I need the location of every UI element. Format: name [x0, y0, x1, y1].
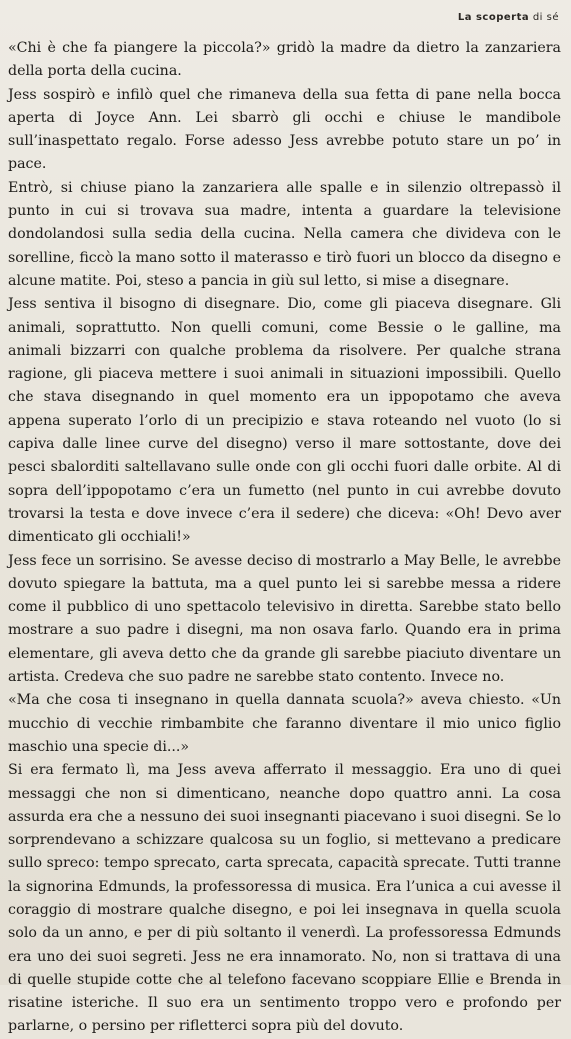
body-text: [8, 37, 561, 1039]
paragraph-2: Jess sospirò e infilò quel che rimaneva della sua fetta di pane nella bocca aperta di Joyce Ann. Lei sbarrò gli occhi e chiuse le mandibole sull’inaspettato regalo. Forse adesso Jess avrebbe potuto stare un po’ in pace.: [8, 86, 561, 173]
running-title-bold: La scoperta: [457, 12, 530, 23]
running-title-rest: di sé: [529, 12, 559, 23]
paragraph-4: Jess sentiva il bisogno di disegnare. Dio, come gli piaceva disegnare. Gli animali, soprattutto. Non quelli comuni, come Bessie o le galline, ma animali bizzarri con qualche problema da risolvere. Per qualche strana ragione, gli piaceva mettere i suoi animali in situazioni impossibili. Quello che stava disegnando in quel momento era un ippopotamo che aveva appena superato l’orlo di un precipizio e stava roteando nel vuoto (lo si capiva dalle linee curve del disegno) verso il mare sottostante, dove dei pesci sbalorditi saltellavano sulle onde con gli occhi fuori dalle orbite. Al di sopra dell’ippopotamo c’era un fumetto (nel punto in cui avrebbe dovuto trovarsi la testa e dove invece c’era il sedere) che diceva: «Oh! Devo aver dimenticato gli occhiali!»: [8, 296, 561, 546]
paragraph-7: Si era fermato lì, ma Jess aveva afferrato il messaggio. Era uno di quei messaggi che non si dimenticano, neanche dopo quattro anni. La cosa assurda era che a nessuno dei suoi insegnanti piacevano i suoi disegni. Se lo sorprendevano a schizzare qualcosa su un foglio, si mettevano a predicare sullo spreco: tempo sprecato, carta sprecata, capacità sprecate. Tutti tranne la signorina Edmunds, la professoressa di musica. Era l’unica a cui avesse il coraggio di mostrare qualche disegno, e poi lei insegnava in quella scuola solo da un anno, e per di più soltanto il venerdì. La professoressa Edmunds era uno dei suoi segreti. Jess ne era innamorato. No, non si trattava di una di quelle stupide cotte che al telefono facevano scoppiare Ellie e Brenda in risatine isteriche. Il suo era un sentimento troppo vero e profondo per parlarne, o persino per rifletterci sopra più del dovuto.: [8, 762, 561, 1035]
paragraph-3: Entrò, si chiuse piano la zanzariera alle spalle e in silenzio oltrepassò il punto in cui si trovava sua madre, intenta a guardare la televisione dondolandosi sulla sedia della cucina. Nella camera che divideva con le sorelline, ficcò la mano sotto il materasso e tirò fuori un blocco da disegno e alcune matite. Poi, steso a pancia in giù sul letto, si mise a disegnare.: [8, 179, 561, 289]
running-header: [8, 12, 561, 23]
paragraph-1: «Chi è che fa piangere la piccola?» gridò la madre da dietro la zanzariera della porta della cucina.: [8, 40, 561, 80]
paragraph-6: «Ma che cosa ti insegnano in quella dannata scuola?» aveva chiesto. «Un mucchio di vecchie rimbambite che faranno diventare il mio unico figlio maschio una specie di...»: [8, 692, 561, 755]
paragraph-5: Jess fece un sorrisino. Se avesse deciso di mostrarlo a May Belle, le avrebbe dovuto spiegare la battuta, ma a quel punto lei si sarebbe messa a ridere come il pubblico di uno spettacolo televisivo in diretta. Sarebbe stato bello mostrare a suo padre i disegni, ma non osava farlo. Quando era in prima elementare, gli aveva detto che da grande gli sarebbe piaciuto diventare un artista. Credeva che suo padre ne sarebbe stato contento. Invece no.: [8, 552, 561, 686]
